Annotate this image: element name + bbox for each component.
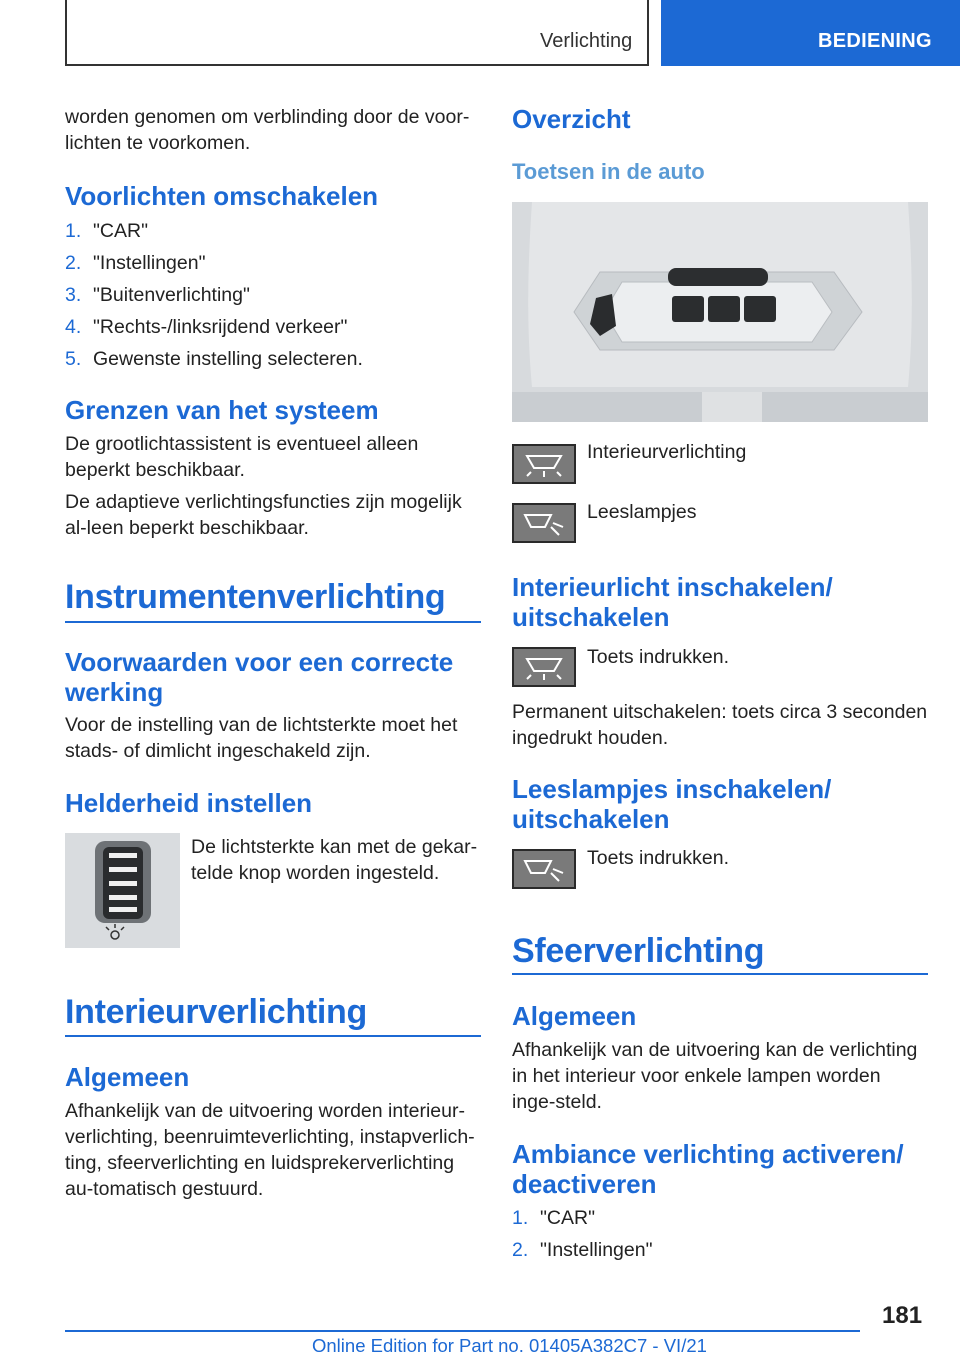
interior-toggle-heading: Interieurlicht inschakelen/ uitschakelen xyxy=(512,572,833,632)
header-chapter-tab xyxy=(661,0,960,66)
step-number: 2. xyxy=(512,1239,529,1261)
prerequisites-text: Voor de instelling van de lichtsterkte moet het stads- of dimlicht ingeschakeld zijn. xyxy=(65,714,458,762)
footer-divider xyxy=(65,1330,860,1332)
reading-light-key-icon xyxy=(512,849,576,889)
reading-light-key-icon xyxy=(512,503,576,543)
step-number: 5. xyxy=(65,348,82,370)
ambient-activate-heading: Ambiance verlichting activeren/ deactiveren xyxy=(512,1139,904,1199)
reading-toggle-heading: Leeslampjes inschakelen/ uitschakelen xyxy=(512,774,832,834)
interior-permanent-off-text: Permanent uitschakelen: toets circa 3 seconden ingedrukt houden. xyxy=(512,701,928,749)
interior-lighting-heading: Interieurverlichting xyxy=(65,993,367,1031)
header-chapter-label: BEDIENING xyxy=(818,30,932,52)
step-item xyxy=(65,311,481,343)
step-text: "Buitenverlichting" xyxy=(93,284,250,306)
step-text: "CAR" xyxy=(93,220,149,242)
step-number: 1. xyxy=(65,220,82,242)
step-number: 3. xyxy=(65,284,82,306)
step-item xyxy=(512,1202,928,1234)
step-text: "Instellingen" xyxy=(93,252,206,274)
header-section-title: Verlichting xyxy=(540,30,633,52)
ambient-lighting-heading: Sfeerverlichting xyxy=(512,932,765,970)
brightness-text: De lichtsterkte kan met de gekar-telde knop worden ingesteld. xyxy=(191,836,478,884)
step-text: "Rechts-/linksrijdend verkeer" xyxy=(93,316,348,338)
switch-headlights-heading: Voorlichten omschakelen xyxy=(65,181,379,211)
interior-light-key-label: Interieurverlichting xyxy=(587,441,747,463)
step-item xyxy=(65,279,481,311)
interior-general-heading: Algemeen xyxy=(65,1062,190,1092)
overview-heading: Overzicht xyxy=(512,104,631,134)
switch-headlights-steps xyxy=(65,215,481,375)
section-divider xyxy=(65,1035,481,1037)
step-text: "CAR" xyxy=(540,1207,596,1229)
step-item xyxy=(512,1234,928,1266)
step-number: 1. xyxy=(512,1207,529,1229)
step-text: "Instellingen" xyxy=(540,1239,653,1261)
step-item xyxy=(65,247,481,279)
section-divider xyxy=(512,973,928,975)
reading-light-key-label: Leeslampjes xyxy=(587,501,697,523)
system-limits-text-1: De grootlichtassistent is eventueel alleen beperkt beschikbaar. xyxy=(65,433,419,481)
step-item xyxy=(65,343,481,375)
step-number: 4. xyxy=(65,316,82,338)
section-divider xyxy=(65,621,481,623)
ambient-activate-steps xyxy=(512,1202,928,1266)
interior-toggle-text: Toets indrukken. xyxy=(587,646,729,668)
step-text: Gewenste instelling selecteren. xyxy=(93,348,363,370)
brightness-knob-image xyxy=(65,833,180,948)
reading-toggle-text: Toets indrukken. xyxy=(587,847,729,869)
ambient-general-heading: Algemeen xyxy=(512,1001,637,1031)
interior-light-key-icon xyxy=(512,647,576,687)
intro-text: worden genomen om verblinding door de voor-lichten te voorkomen. xyxy=(65,106,470,154)
instrument-lighting-heading: Instrumentenverlichting xyxy=(65,578,446,616)
step-item xyxy=(65,215,481,247)
system-limits-heading: Grenzen van het systeem xyxy=(65,395,379,425)
step-number: 2. xyxy=(65,252,82,274)
footer-edition-text: Online Edition for Part no. 01405A382C7 - VI/21 xyxy=(312,1335,707,1356)
brightness-heading: Helderheid instellen xyxy=(65,788,313,818)
keys-in-car-heading: Toetsen in de auto xyxy=(512,159,705,184)
interior-general-text: Afhankelijk van de uitvoering worden interieur-verlichting, beenruimteverlichting, instapverlich-ting, sfeerverlichting en luidsprekerverlichting au-tomatisch gestuurd. xyxy=(65,1100,475,1200)
page-number: 181 xyxy=(882,1302,923,1329)
system-limits-text-2: De adaptieve verlichtingsfuncties zijn mogelijk al-leen beperkt beschikbaar. xyxy=(65,491,462,539)
prerequisites-heading: Voorwaarden voor een correcte werking xyxy=(65,647,454,707)
interior-light-key-icon xyxy=(512,444,576,484)
ambient-general-text: Afhankelijk van de uitvoering kan de verlichting in het interieur voor enkele lampen worden inge-steld. xyxy=(512,1039,918,1113)
roof-console-image xyxy=(512,202,928,422)
